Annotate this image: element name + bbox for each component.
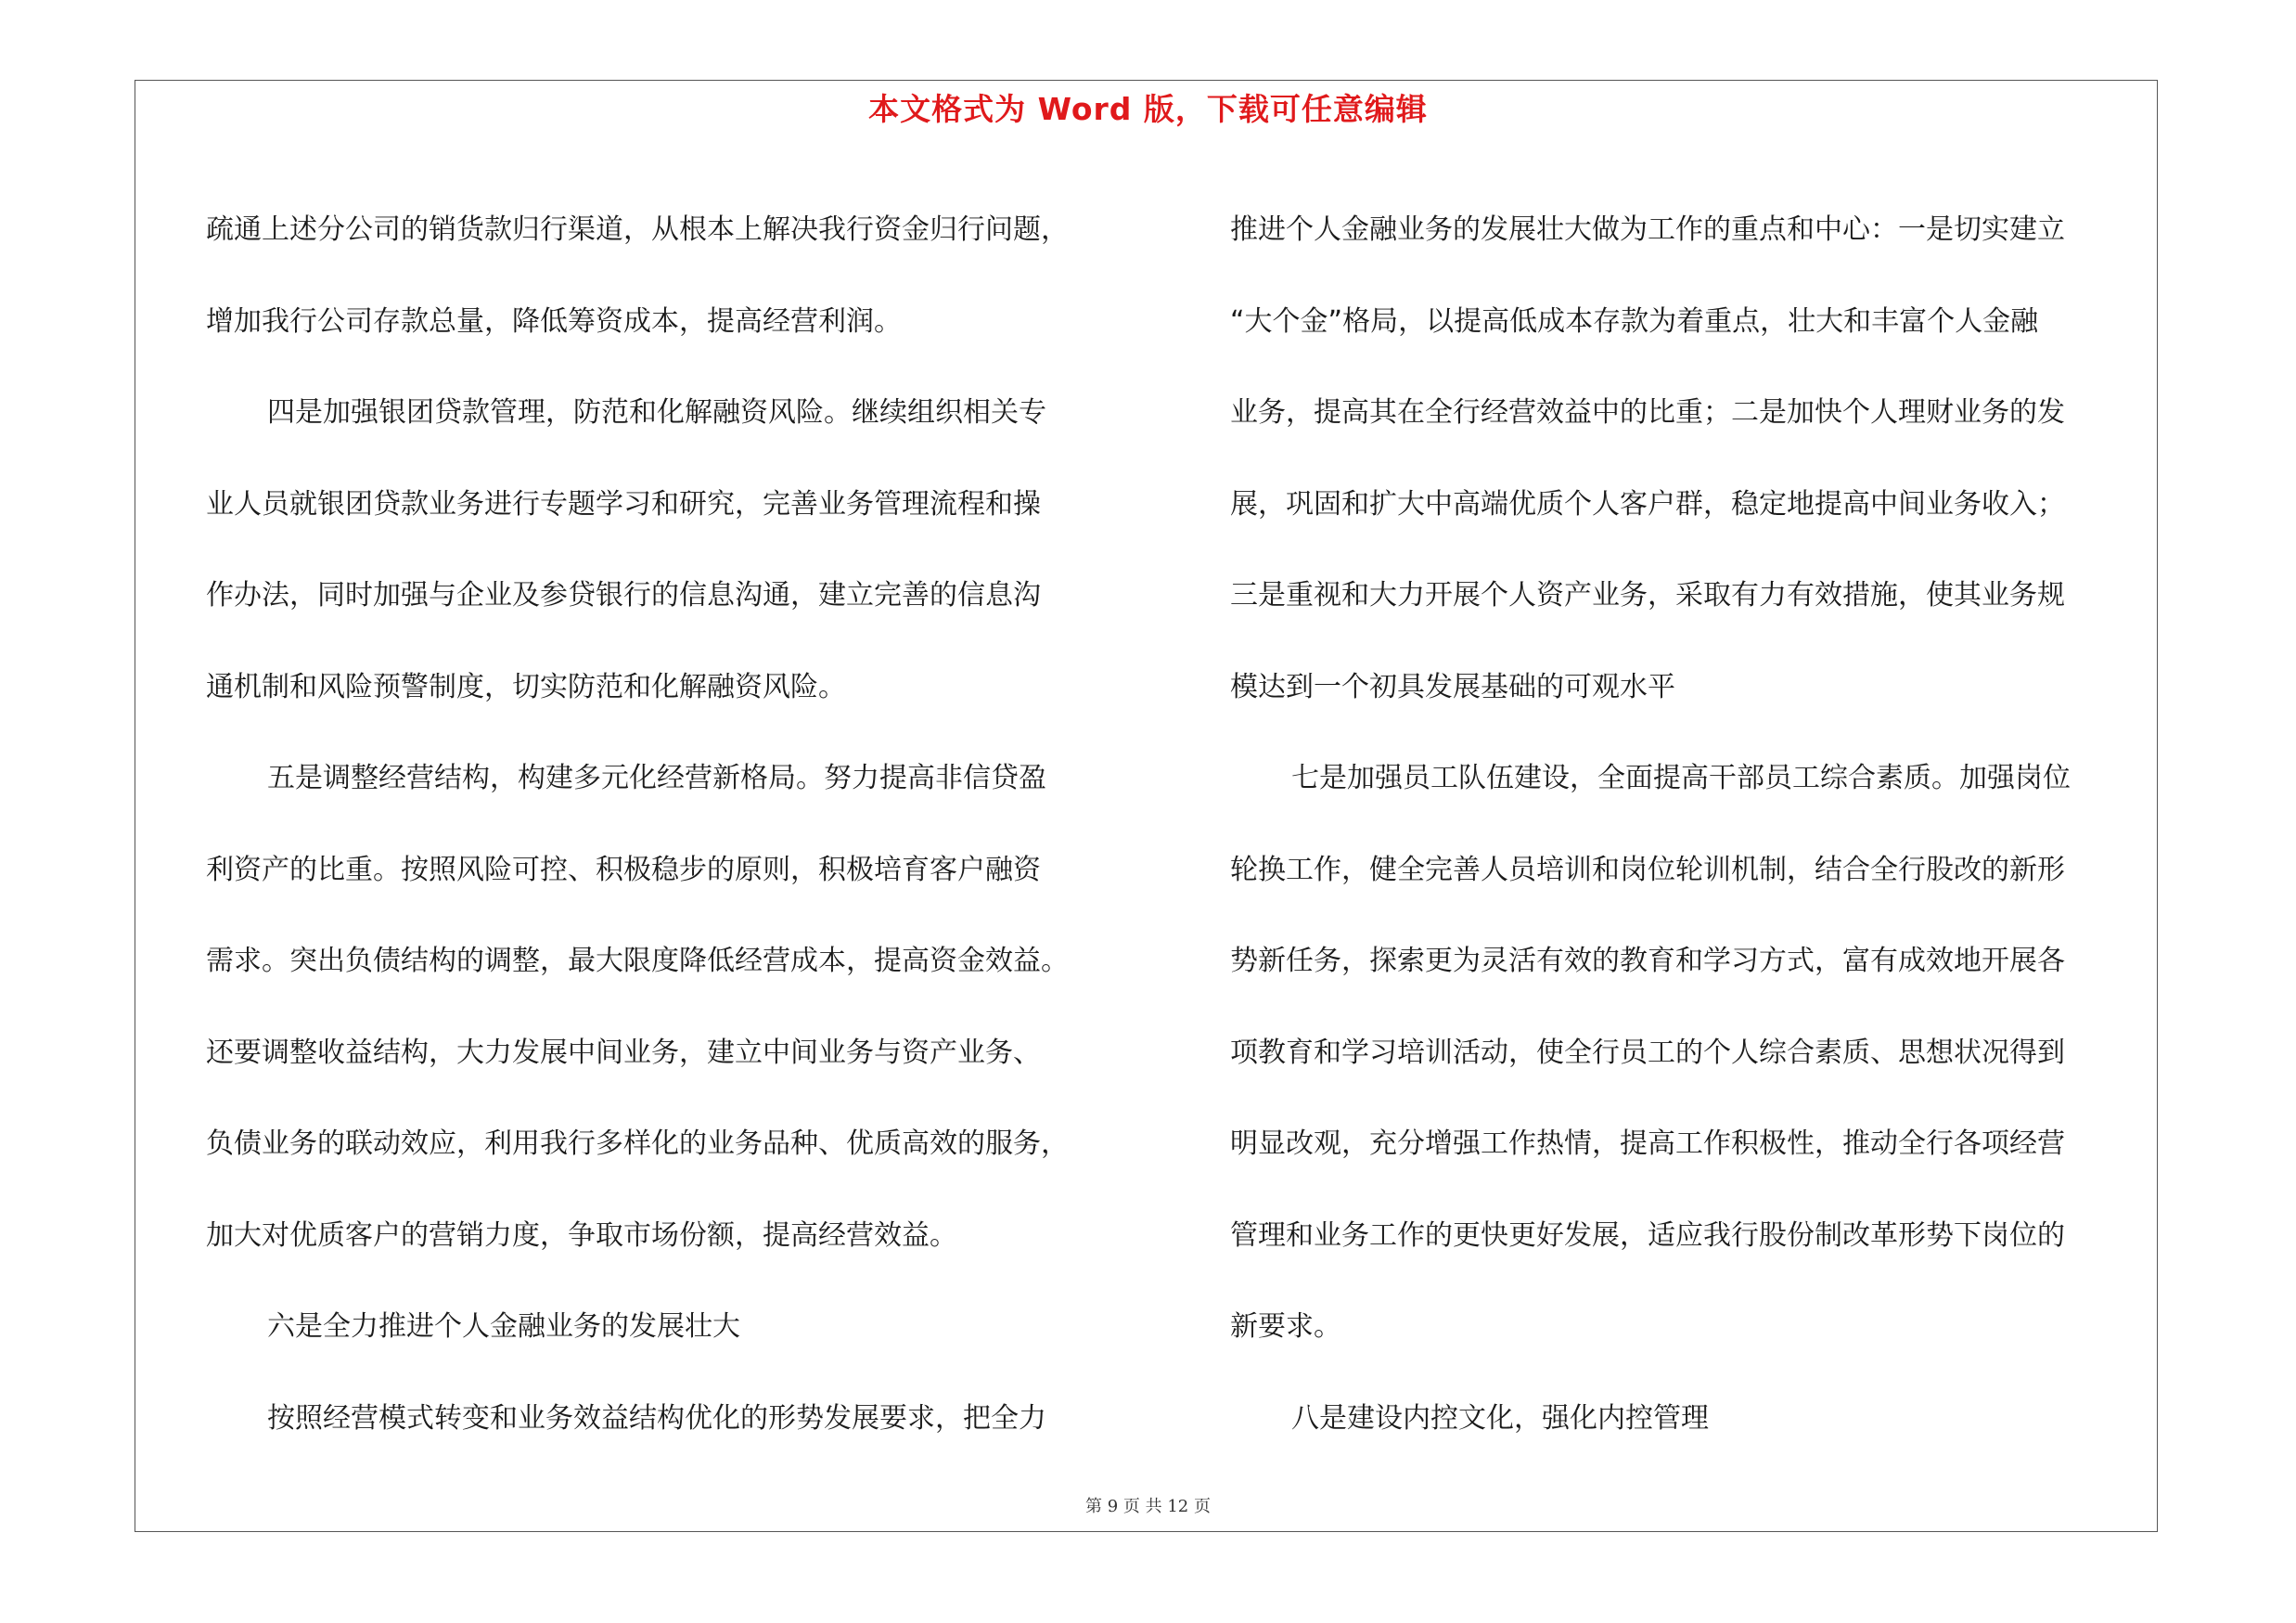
text-line: 加大对优质客户的营销力度，争取市场份额，提高经营效益。 <box>206 1218 957 1252</box>
left-text-column <box>206 185 1134 1464</box>
paragraph-start-line: 五是调整经营结构，构建多元化经营新格局。努力提高非信贷盈 <box>267 762 1046 794</box>
section-heading-line: 六是全力推进个人金融业务的发展壮大 <box>267 1310 740 1343</box>
text-line: 项教育和学习培训活动，使全行员工的个人综合素质、思想状况得到 <box>1230 1036 2065 1069</box>
text-line: 新要求。 <box>1230 1310 1341 1343</box>
text-line: 增加我行公司存款总量，降低筹资成本，提高经营利润。 <box>206 304 902 338</box>
paragraph-start-line: 按照经营模式转变和业务效益结构优化的形势发展要求，把全力 <box>267 1401 1046 1435</box>
text-line: “大个金”格局，以提高低成本存款为着重点，壮大和丰富个人金融 <box>1230 304 2039 338</box>
text-line: 作办法，同时加强与企业及参贷银行的信息沟通，建立完善的信息沟 <box>206 579 1041 612</box>
text-line: 轮换工作，健全完善人员培训和岗位轮训机制，结合全行股改的新形 <box>1230 853 2065 886</box>
paragraph-start-line: 七是加强员工队伍建设，全面提高干部员工综合素质。加强岗位 <box>1291 762 2071 794</box>
text-line: 展，巩固和扩大中高端优质个人客户群，稳定地提高中间业务收入； <box>1230 487 2065 521</box>
text-line: 还要调整收益结构，大力发展中间业务，建立中间业务与资产业务、 <box>206 1036 1041 1069</box>
page-number: 第 9 页 共 12 页 <box>1085 1497 1211 1516</box>
text-line: 利资产的比重。按照风险可控、积极稳步的原则，积极培育客户融资 <box>206 853 1041 886</box>
text-line: 明显改观，充分增强工作热情，提高工作积极性，推动全行各项经营 <box>1230 1127 2065 1160</box>
text-line: 通机制和风险预警制度，切实防范和化解融资风险。 <box>206 670 846 703</box>
section-heading-line: 八是建设内控文化，强化内控管理 <box>1291 1401 1709 1435</box>
right-text-column <box>1230 185 2158 1464</box>
text-line: 推进个人金融业务的发展壮大做为工作的重点和中心：一是切实建立 <box>1230 213 2065 246</box>
text-line: 需求。突出负债结构的调整，最大限度降低经营成本，提高资金效益。 <box>206 945 1069 977</box>
text-line: 负债业务的联动效应，利用我行多样化的业务品种、优质高效的服务， <box>206 1127 1069 1160</box>
text-line: 势新任务，探索更为灵活有效的教育和学习方式，富有成效地开展各 <box>1230 945 2065 977</box>
text-line: 业务，提高其在全行经营效益中的比重；二是加快个人理财业务的发 <box>1230 396 2065 429</box>
text-line: 管理和业务工作的更快更好发展，适应我行股份制改革形势下岗位的 <box>1230 1218 2065 1252</box>
text-line: 疏通上述分公司的销货款归行渠道，从根本上解决我行资金归行问题， <box>206 213 1069 246</box>
text-line: 三是重视和大力开展个人资产业务，采取有力有效措施，使其业务规 <box>1230 579 2065 612</box>
paragraph-start-line: 四是加强银团贷款管理，防范和化解融资风险。继续组织相关专 <box>267 396 1046 429</box>
text-line: 模达到一个初具发展基础的可观水平 <box>1230 670 1675 703</box>
header-banner: 本文格式为 Word 版，下载可任意编辑 <box>868 91 1428 127</box>
text-line: 业人员就银团贷款业务进行专题学习和研究，完善业务管理流程和操 <box>206 487 1041 521</box>
